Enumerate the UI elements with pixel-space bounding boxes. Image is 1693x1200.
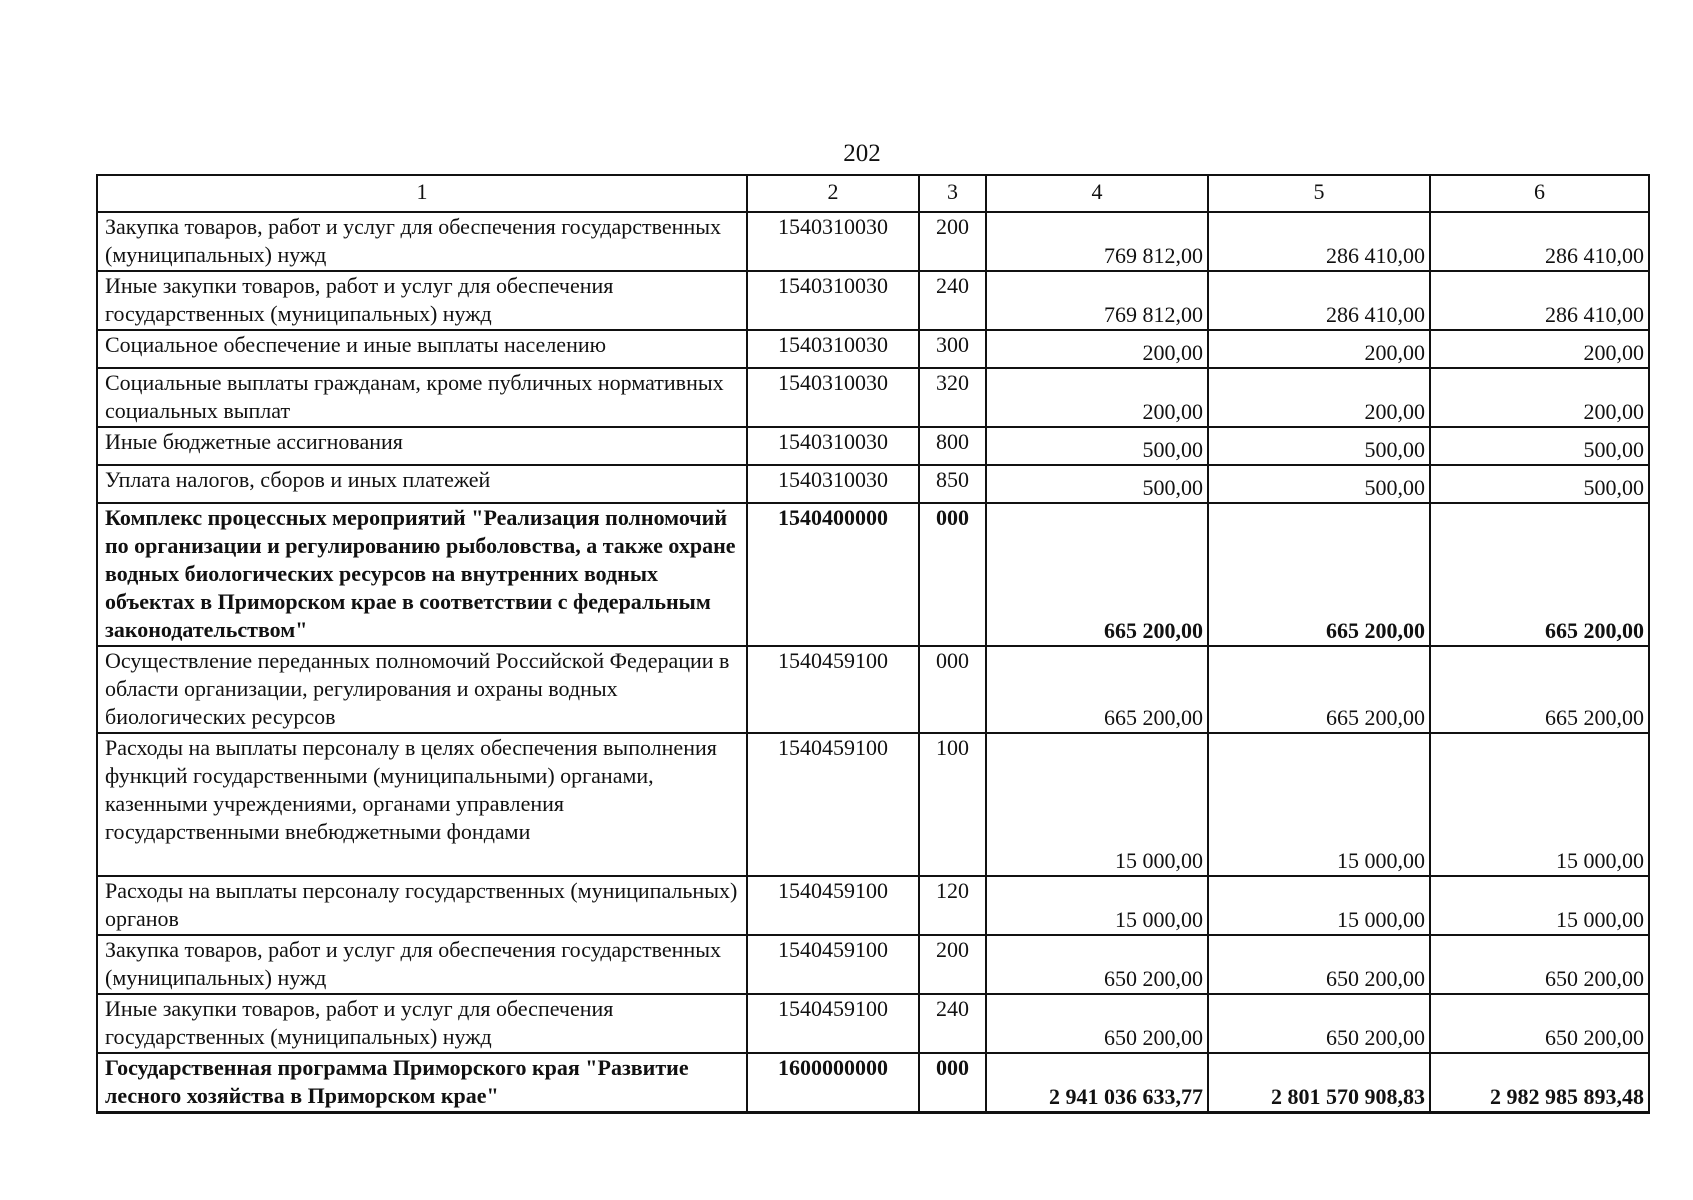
- row-value-col4: 200,00: [986, 368, 1208, 427]
- row-name-cell: Социальное обеспечение и иные выплаты населению: [97, 330, 747, 368]
- table-row: [97, 935, 1649, 994]
- row-value-col4: 665 200,00: [986, 646, 1208, 733]
- row-value-col5: 200,00: [1208, 368, 1430, 427]
- row-value-col5: 665 200,00: [1208, 646, 1430, 733]
- table-row: [97, 271, 1649, 330]
- row-name-cell: Закупка товаров, работ и услуг для обеспечения государственных (муниципальных) нужд: [97, 212, 747, 271]
- row-name-cell: Уплата налогов, сборов и иных платежей: [97, 465, 747, 503]
- row-value-col6: 650 200,00: [1430, 935, 1649, 994]
- row-code-cell: 1600000000: [747, 1053, 919, 1113]
- row-value-col5: 2 801 570 908,83: [1208, 1053, 1430, 1113]
- table-row: [97, 503, 1649, 646]
- row-code-cell: 1540400000: [747, 503, 919, 646]
- table-row: [97, 994, 1649, 1053]
- header-cell-4: 4: [986, 175, 1208, 212]
- row-name-cell: Расходы на выплаты персоналу государственных (муниципальных) органов: [97, 876, 747, 935]
- row-value-col6: 15 000,00: [1430, 733, 1649, 876]
- row-value-col5: 500,00: [1208, 427, 1430, 465]
- row-value-col5: 286 410,00: [1208, 212, 1430, 271]
- table-row: [97, 646, 1649, 733]
- row-type-cell: 100: [919, 733, 986, 876]
- table-row: [97, 212, 1649, 271]
- row-value-col6: 665 200,00: [1430, 503, 1649, 646]
- row-name-cell: Осуществление переданных полномочий Российской Федерации в области организации, регулирования и охраны водных биологических ресурсов: [97, 646, 747, 733]
- row-value-col6: 200,00: [1430, 330, 1649, 368]
- row-type-cell: 850: [919, 465, 986, 503]
- row-value-col6: 286 410,00: [1430, 271, 1649, 330]
- row-value-col4: 650 200,00: [986, 935, 1208, 994]
- row-value-col5: 286 410,00: [1208, 271, 1430, 330]
- row-value-col4: 15 000,00: [986, 876, 1208, 935]
- page-number: 202: [843, 140, 881, 167]
- header-cell-5: 5: [1208, 175, 1430, 212]
- row-type-cell: 000: [919, 1053, 986, 1113]
- row-code-cell: 1540459100: [747, 994, 919, 1053]
- table-row: [97, 368, 1649, 427]
- row-value-col4: 15 000,00: [986, 733, 1208, 876]
- table-row: [97, 465, 1649, 503]
- row-code-cell: 1540310030: [747, 271, 919, 330]
- row-code-cell: 1540459100: [747, 646, 919, 733]
- header-cell-6: 6: [1430, 175, 1649, 212]
- row-code-cell: 1540459100: [747, 733, 919, 876]
- row-value-col6: 15 000,00: [1430, 876, 1649, 935]
- table-header-row: [97, 175, 1649, 212]
- header-cell-1: 1: [97, 175, 747, 212]
- row-code-cell: 1540310030: [747, 465, 919, 503]
- row-value-col4: 665 200,00: [986, 503, 1208, 646]
- row-value-col5: 15 000,00: [1208, 733, 1430, 876]
- table-row: [97, 1053, 1649, 1113]
- row-value-col5: 650 200,00: [1208, 994, 1430, 1053]
- table-row: [97, 876, 1649, 935]
- row-value-col5: 665 200,00: [1208, 503, 1430, 646]
- row-value-col5: 200,00: [1208, 330, 1430, 368]
- row-type-cell: 120: [919, 876, 986, 935]
- row-type-cell: 240: [919, 271, 986, 330]
- row-name-cell: Комплекс процессных мероприятий "Реализация полномочий по организации и регулированию рыболовства, а также охране водных биологических ресурсов на внутренних водных объектах в Приморском крае в соответствии с федеральным законодательством": [97, 503, 747, 646]
- row-value-col4: 2 941 036 633,77: [986, 1053, 1208, 1113]
- row-value-col5: 15 000,00: [1208, 876, 1430, 935]
- table-body: [97, 175, 1649, 1113]
- table-row: [97, 427, 1649, 465]
- row-name-cell: Иные бюджетные ассигнования: [97, 427, 747, 465]
- header-cell-3: 3: [919, 175, 986, 212]
- row-code-cell: 1540459100: [747, 876, 919, 935]
- row-value-col6: 650 200,00: [1430, 994, 1649, 1053]
- row-value-col6: 665 200,00: [1430, 646, 1649, 733]
- row-type-cell: 300: [919, 330, 986, 368]
- row-name-cell: Государственная программа Приморского края "Развитие лесного хозяйства в Приморском крае": [97, 1053, 747, 1113]
- row-code-cell: 1540310030: [747, 330, 919, 368]
- row-value-col4: 769 812,00: [986, 212, 1208, 271]
- row-type-cell: 000: [919, 503, 986, 646]
- table-row: [97, 733, 1649, 876]
- row-type-cell: 800: [919, 427, 986, 465]
- row-value-col6: 286 410,00: [1430, 212, 1649, 271]
- row-value-col4: 769 812,00: [986, 271, 1208, 330]
- budget-table: [96, 174, 1650, 1114]
- row-value-col6: 200,00: [1430, 368, 1649, 427]
- row-name-cell: Расходы на выплаты персоналу в целях обеспечения выполнения функций государственными (муниципальными) органами, казенными учреждениями, органами управления государственными внебюджетными фондами: [97, 733, 747, 876]
- row-type-cell: 000: [919, 646, 986, 733]
- row-name-cell: Иные закупки товаров, работ и услуг для обеспечения государственных (муниципальных) нужд: [97, 994, 747, 1053]
- row-type-cell: 320: [919, 368, 986, 427]
- row-value-col5: 650 200,00: [1208, 935, 1430, 994]
- row-code-cell: 1540459100: [747, 935, 919, 994]
- row-value-col4: 650 200,00: [986, 994, 1208, 1053]
- row-code-cell: 1540310030: [747, 427, 919, 465]
- row-value-col6: 500,00: [1430, 465, 1649, 503]
- row-code-cell: 1540310030: [747, 212, 919, 271]
- row-type-cell: 200: [919, 212, 986, 271]
- row-value-col4: 500,00: [986, 427, 1208, 465]
- row-value-col5: 500,00: [1208, 465, 1430, 503]
- row-value-col4: 200,00: [986, 330, 1208, 368]
- row-type-cell: 240: [919, 994, 986, 1053]
- row-value-col6: 500,00: [1430, 427, 1649, 465]
- row-value-col6: 2 982 985 893,48: [1430, 1053, 1649, 1113]
- row-name-cell: Закупка товаров, работ и услуг для обеспечения государственных (муниципальных) нужд: [97, 935, 747, 994]
- table-row: [97, 330, 1649, 368]
- row-name-cell: Социальные выплаты гражданам, кроме публичных нормативных социальных выплат: [97, 368, 747, 427]
- row-type-cell: 200: [919, 935, 986, 994]
- header-cell-2: 2: [747, 175, 919, 212]
- row-value-col4: 500,00: [986, 465, 1208, 503]
- row-name-cell: Иные закупки товаров, работ и услуг для обеспечения государственных (муниципальных) нужд: [97, 271, 747, 330]
- row-code-cell: 1540310030: [747, 368, 919, 427]
